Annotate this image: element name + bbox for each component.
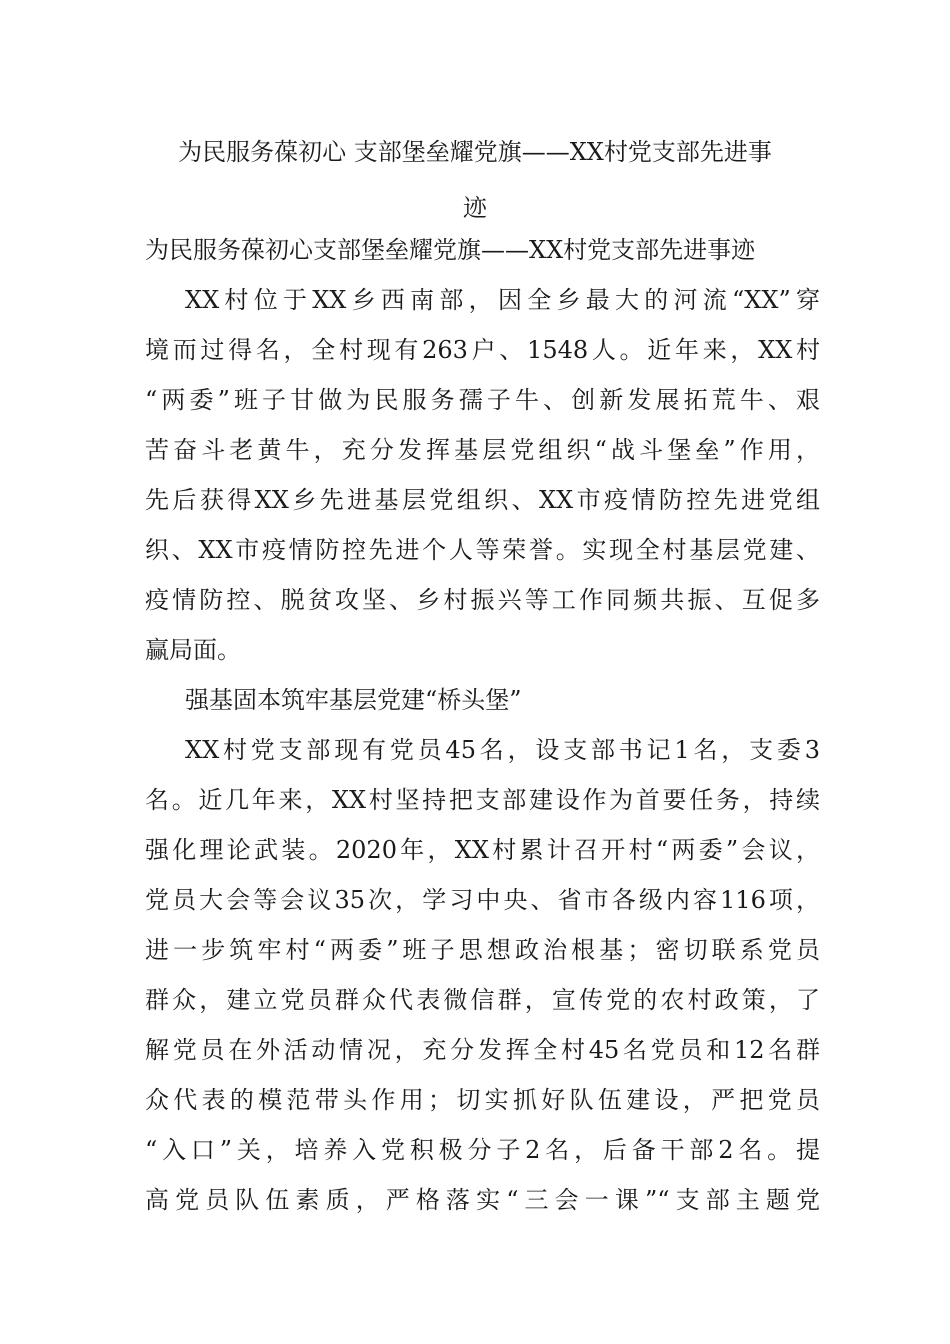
paragraph-line: 解党员在外活动情况，充分发挥全村45名党员和12名群 [145,1036,820,1064]
paragraph-line: 众代表的模范带头作用；切实抓好队伍建设，严把党员 [145,1086,820,1114]
paragraph-line: 境而过得名，全村现有263户、1548人。近年来，XX村 [145,336,820,364]
paragraph-line: 名。近几年来，XX村坚持把支部建设作为首要任务，持续 [145,786,820,814]
paragraph-line: 疫情防控、脱贫攻坚、乡村振兴等工作同频共振、互促多 [145,586,820,614]
paragraph-line: 进一步筑牢村“两委”班子思想政治根基；密切联系党员 [145,936,820,964]
paragraph-line: 党员大会等会议35次，学习中央、省市各级内容116项， [145,886,820,914]
paragraph-intro [145,275,820,675]
paragraph-line: XX村位于XX乡西南部，因全乡最大的河流“XX”穿 [185,286,820,314]
subtitle: 为民服务葆初心支部堡垒耀党旗——XX村党支部先进事迹 [145,236,756,264]
document-title [140,124,810,236]
paragraph-line: 织、XX市疫情防控先进个人等荣誉。实现全村基层党建、 [145,536,820,564]
paragraph-line: 高党员队伍素质，严格落实“三会一课”“支部主题党 [145,1186,820,1214]
paragraph-line: 群众，建立党员群众代表微信群，宣传党的农村政策，了 [145,986,820,1014]
paragraph-line: XX村党支部现有党员45名，设支部书记1名，支委3 [185,736,820,764]
title-line-1: 为民服务葆初心 支部堡垒耀党旗——XX村党支部先进事 [178,138,772,166]
paragraph-line: “两委”班子甘做为民服务孺子牛、创新发展拓荒牛、艰 [145,386,820,414]
paragraph-line: 苦奋斗老黄牛，充分发挥基层党组织“战斗堡垒”作用， [145,436,820,464]
paragraph-line: 先后获得XX乡先进基层党组织、XX市疫情防控先进党组 [145,486,820,514]
document-body [145,225,820,1225]
section-heading: 强基固本筑牢基层党建“桥头堡” [185,686,522,714]
paragraph-line: 赢局面。 [145,636,241,664]
paragraph-line: 强化理论武装。2020年，XX村累计召开村“两委”会议， [145,836,820,864]
title-line-2: 迹 [463,194,487,222]
paragraph-party-building [145,725,820,1225]
paragraph-line: “入口”关，培养入党积极分子2名，后备干部2名。提 [145,1136,820,1164]
